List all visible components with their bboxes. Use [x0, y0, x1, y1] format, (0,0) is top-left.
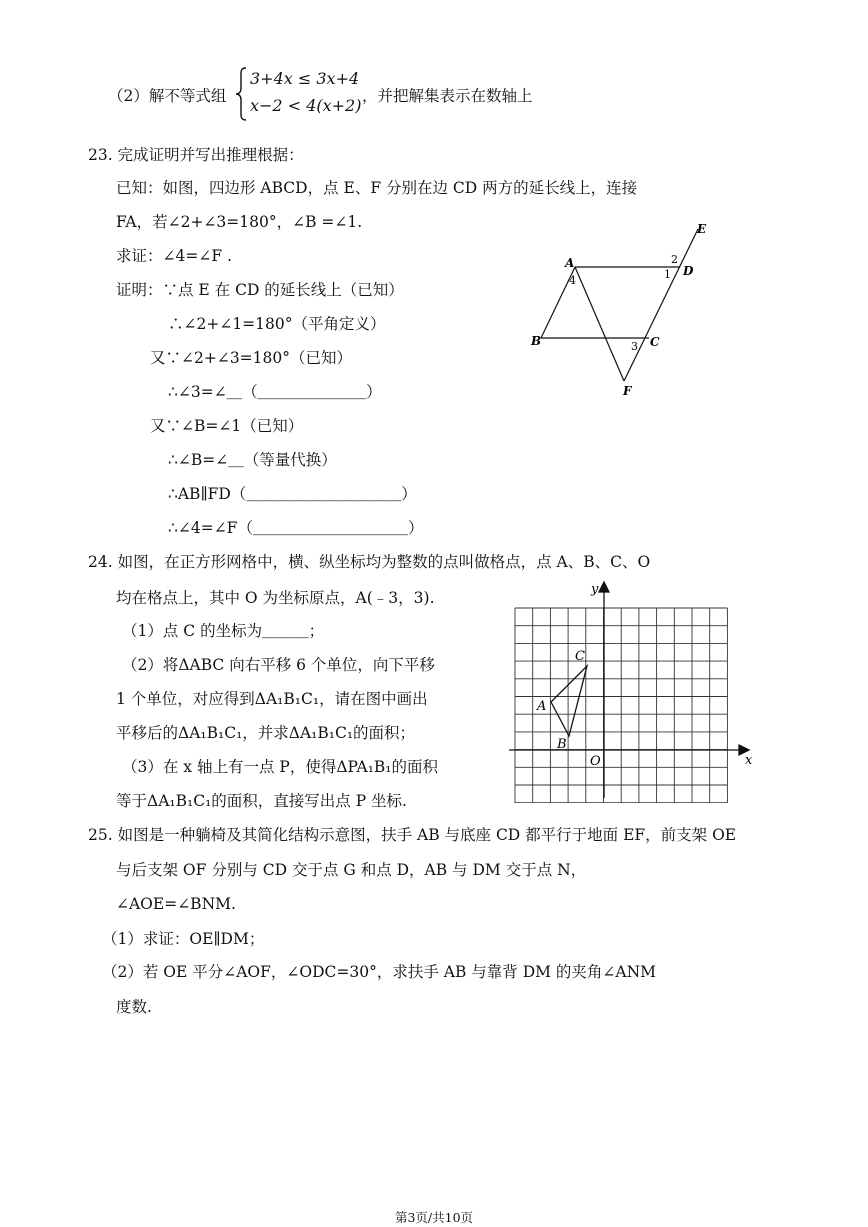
q23-given-line2: FA，若∠2+∠3=180°，∠B =∠1.	[116, 213, 363, 231]
q23-given-line1: 已知：如图，四边形 ABCD，点 E、F 分别在边 CD 两方的延长线上，连接	[116, 179, 638, 197]
q23-step1: ∴∠2+∠1=180°（平角定义）	[168, 315, 386, 333]
q23-step2: 又∵∠2+∠3=180°（已知）	[150, 349, 353, 367]
grid-label-x: x	[745, 753, 753, 768]
q22-part2-suffix: ，并把解集表示在数轴上	[362, 87, 533, 105]
q23-step6: ∴AB∥FD（＿＿＿＿＿＿＿＿＿＿）	[168, 485, 417, 503]
label-D: D	[683, 264, 694, 278]
left-brace-icon	[234, 66, 248, 122]
grid-label-C: C	[575, 649, 585, 664]
q24-line4: （2）将ΔABC 向右平移 6 个单位，向下平移	[122, 656, 435, 674]
grid-label-y: y	[591, 582, 599, 597]
q24-line6: 平移后的ΔA₁B₁C₁，并求ΔA₁B₁C₁的面积；	[116, 724, 416, 742]
q23-proof-head: 证明：∵点 E 在 CD 的延长线上（已知）	[116, 281, 404, 299]
grid-label-A: A	[537, 699, 547, 714]
label-A: A	[565, 256, 575, 270]
q25-line1: 25. 如图是一种躺椅及其简化结构示意图，扶手 AB 与底座 CD 都平行于地面 EF，前支架 OE	[88, 826, 737, 844]
q25-line2: 与后支架 OF 分别与 CD 交于点 G 和点 D，AB 与 DM 交于点 N，	[116, 861, 587, 879]
q24-line3: （1）点 C 的坐标为＿＿＿；	[122, 622, 325, 640]
label-3: 3	[631, 340, 638, 353]
label-F: F	[623, 384, 632, 398]
q25-line3: ∠AOE=∠BNM.	[116, 895, 236, 913]
q22-part2-prefix: （2）解不等式组	[108, 87, 227, 105]
page-number: 第3页/共10页	[394, 1210, 474, 1225]
grid-label-B: B	[557, 737, 567, 752]
q24-line5: 1 个单位，对应得到ΔA₁B₁C₁，请在图中画出	[116, 690, 428, 708]
label-1: 1	[664, 268, 671, 281]
q23-prove: 求证：∠4=∠F .	[116, 247, 232, 265]
q23-step5: ∴∠B=∠＿（等量代换）	[168, 451, 337, 469]
q24-line7: （3）在 x 轴上有一点 P，使得ΔPA₁B₁的面积	[122, 758, 439, 776]
q23-step4: 又∵∠B=∠1（已知）	[150, 417, 304, 435]
q25-line4: （1）求证：OE∥DM；	[102, 930, 265, 948]
q24-line1: 24. 如图，在正方形网格中，横、纵坐标均为整数的点叫做格点，点 A、B、C、O	[88, 553, 651, 571]
q23-step7: ∴∠4=∠F（＿＿＿＿＿＿＿＿＿＿）	[168, 519, 424, 537]
q24-line2: 均在格点上，其中 O 为坐标原点，A(﹣3，3).	[116, 589, 435, 607]
label-C: C	[650, 335, 660, 349]
inequality-1: 3+4x ≤ 3x+4	[250, 69, 360, 88]
grid-label-O: O	[590, 754, 601, 769]
triangle-ABC	[551, 666, 587, 736]
q24-line8: 等于ΔA₁B₁C₁的面积，直接写出点 P 坐标.	[116, 792, 407, 810]
line-FE	[624, 229, 698, 381]
label-E: E	[697, 222, 707, 236]
q23-quadrilateral-figure	[525, 215, 725, 400]
q25-line6: 度数.	[116, 998, 152, 1016]
y-axis-arrow-icon	[599, 582, 609, 592]
inequality-2: x−2 < 4(x+2)	[250, 96, 362, 115]
label-4: 4	[569, 274, 576, 287]
q25-line5: （2）若 OE 平分∠AOF，∠ODC=30°，求扶手 AB 与靠背 DM 的夹角∠ANM	[102, 963, 657, 981]
label-B: B	[531, 334, 542, 348]
q24-coordinate-grid	[505, 578, 760, 803]
label-2: 2	[671, 253, 678, 266]
segment-AF	[575, 267, 624, 381]
q23-title: 23. 完成证明并写出推理根据：	[88, 146, 304, 164]
q23-step3: ∴∠3=∠＿（＿＿＿＿＿＿＿）	[168, 383, 382, 401]
